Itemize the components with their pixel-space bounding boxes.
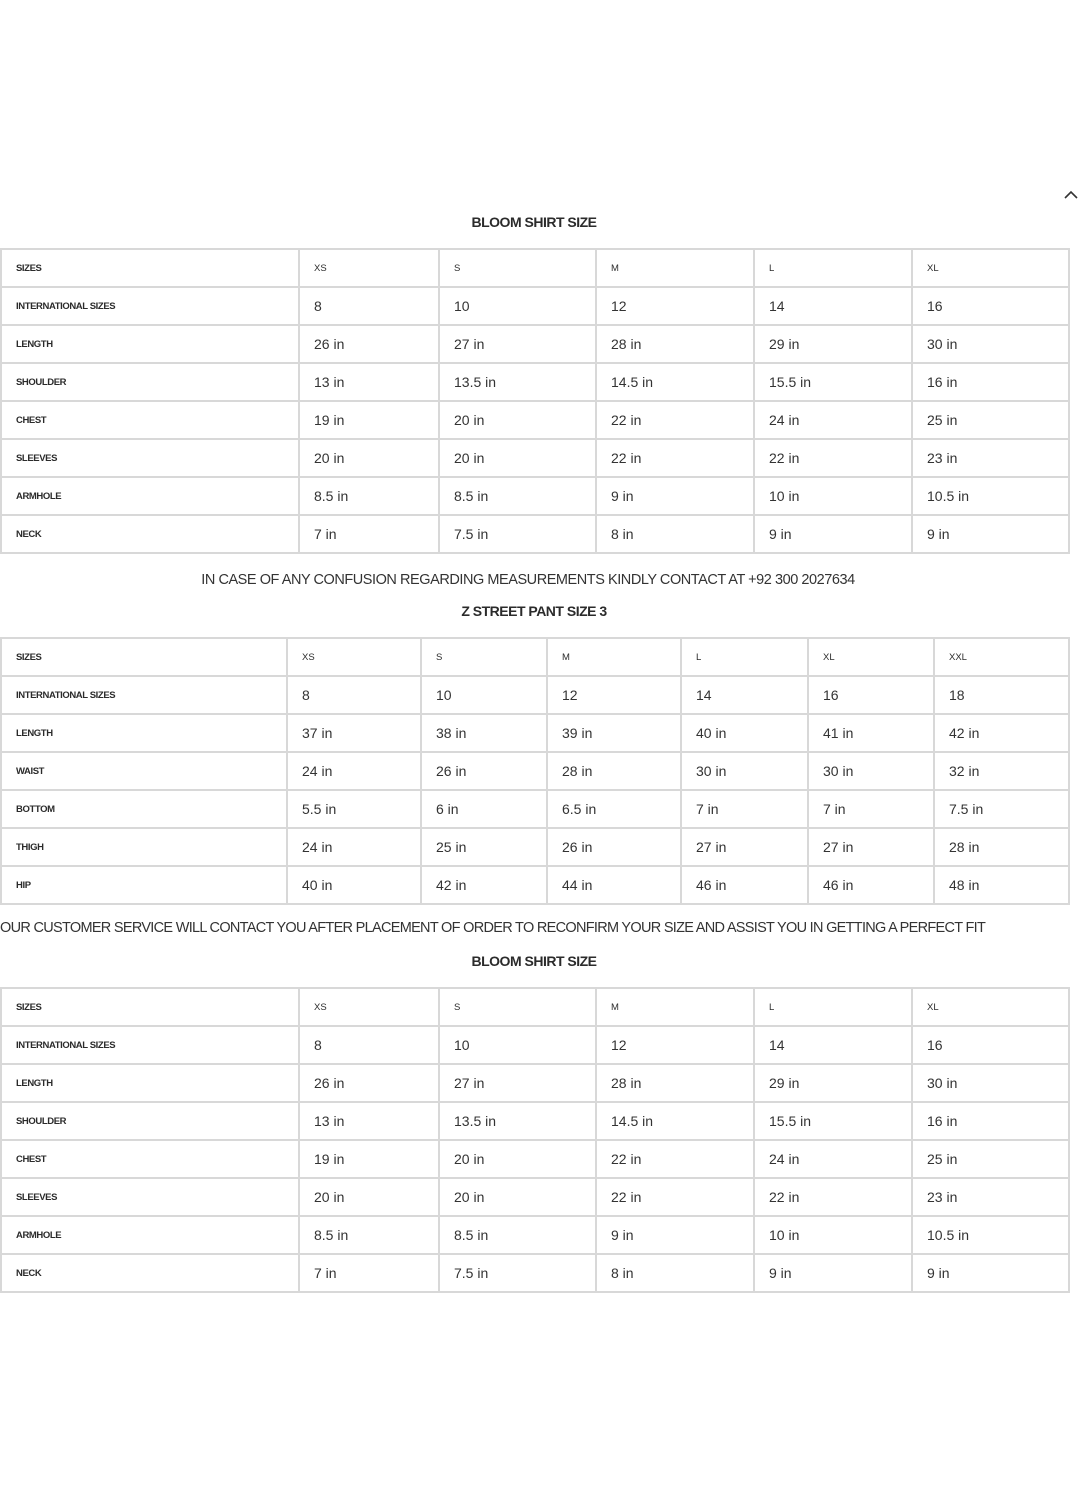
header-cell: XS (299, 988, 439, 1026)
table-cell: 27 in (808, 828, 934, 866)
table-row (1, 714, 1069, 752)
table-cell: 13.5 in (439, 1102, 596, 1140)
table-cell: 10 (439, 1026, 596, 1064)
measurement-contact-note: IN CASE OF ANY CONFUSION REGARDING MEASUREMENTS KINDLY CONTACT AT +92 300 2027634 (201, 572, 855, 588)
table-cell: 24 in (754, 401, 912, 439)
header-cell: XL (912, 988, 1069, 1026)
row-label: SHOULDER (1, 1102, 299, 1140)
table-cell: 30 in (912, 325, 1069, 363)
header-cell: SIZES (1, 638, 287, 676)
table-cell: 12 (596, 287, 754, 325)
table-cell: 19 in (299, 1140, 439, 1178)
table-cell: 26 in (299, 325, 439, 363)
table-cell: 9 in (912, 515, 1069, 553)
header-cell: L (681, 638, 808, 676)
table-cell: 7.5 in (439, 515, 596, 553)
table-cell: 19 in (299, 401, 439, 439)
table-row (1, 866, 1069, 904)
table-cell: 30 in (681, 752, 808, 790)
table-row (1, 325, 1069, 363)
table-title-z-street-pant: Z STREET PANT SIZE 3 (461, 603, 607, 619)
table-cell: 13 in (299, 363, 439, 401)
header-cell: XL (808, 638, 934, 676)
header-cell: XS (287, 638, 421, 676)
row-label: SLEEVES (1, 439, 299, 477)
header-cell: SIZES (1, 249, 299, 287)
table-row (1, 515, 1069, 553)
row-label: ARMHOLE (1, 477, 299, 515)
row-label: SLEEVES (1, 1178, 299, 1216)
table-cell: 20 in (439, 1178, 596, 1216)
table-cell: 23 in (912, 1178, 1069, 1216)
table-cell: 41 in (808, 714, 934, 752)
table-row (1, 1140, 1069, 1178)
table-cell: 7.5 in (439, 1254, 596, 1292)
table-cell: 37 in (287, 714, 421, 752)
table-cell: 40 in (681, 714, 808, 752)
table-cell: 14 (681, 676, 808, 714)
table-cell: 27 in (439, 1064, 596, 1102)
table-cell: 20 in (439, 401, 596, 439)
header-cell: XL (912, 249, 1069, 287)
row-label: LENGTH (1, 714, 287, 752)
table-cell: 16 (912, 1026, 1069, 1064)
table-cell: 25 in (421, 828, 547, 866)
table-row (1, 790, 1069, 828)
header-cell: S (439, 249, 596, 287)
table-cell: 26 in (547, 828, 681, 866)
table-row (1, 287, 1069, 325)
table-cell: 20 in (299, 439, 439, 477)
header-cell: S (439, 988, 596, 1026)
header-cell: M (596, 249, 754, 287)
header-cell: SIZES (1, 988, 299, 1026)
table-row (1, 676, 1069, 714)
table-cell: 8 in (596, 515, 754, 553)
table-cell: 10 in (754, 477, 912, 515)
row-label: LENGTH (1, 1064, 299, 1102)
table-cell: 13.5 in (439, 363, 596, 401)
row-label: WAIST (1, 752, 287, 790)
row-label: CHEST (1, 1140, 299, 1178)
table-cell: 7 in (299, 1254, 439, 1292)
table-cell: 5.5 in (287, 790, 421, 828)
table-cell: 10.5 in (912, 1216, 1069, 1254)
header-cell: M (547, 638, 681, 676)
table-cell: 40 in (287, 866, 421, 904)
table-cell: 30 in (808, 752, 934, 790)
table-cell: 22 in (754, 439, 912, 477)
table-cell: 9 in (754, 515, 912, 553)
table-cell: 46 in (681, 866, 808, 904)
table-cell: 8 (299, 1026, 439, 1064)
table-cell: 14 (754, 1026, 912, 1064)
table-cell: 14.5 in (596, 1102, 754, 1140)
table-row (1, 752, 1069, 790)
bloom-shirt-size-table-repeat (0, 987, 1070, 1293)
table-cell: 8.5 in (299, 477, 439, 515)
table-row (1, 1064, 1069, 1102)
table-cell: 7 in (299, 515, 439, 553)
table-title-bloom-shirt: BLOOM SHIRT SIZE (471, 214, 597, 230)
table-cell: 22 in (596, 439, 754, 477)
table-cell: 26 in (299, 1064, 439, 1102)
table-cell: 28 in (596, 325, 754, 363)
row-label: INTERNATIONAL SIZES (1, 1026, 299, 1064)
table-cell: 26 in (421, 752, 547, 790)
table-cell: 15.5 in (754, 363, 912, 401)
table-cell: 29 in (754, 325, 912, 363)
table-cell: 7 in (681, 790, 808, 828)
table-cell: 24 in (754, 1140, 912, 1178)
table-cell: 42 in (934, 714, 1069, 752)
row-label: BOTTOM (1, 790, 287, 828)
table-cell: 8 (287, 676, 421, 714)
table-cell: 27 in (439, 325, 596, 363)
table-cell: 24 in (287, 828, 421, 866)
table-row (1, 477, 1069, 515)
table-cell: 12 (547, 676, 681, 714)
table-title-bloom-shirt-repeat: BLOOM SHIRT SIZE (471, 953, 597, 969)
table-cell: 8.5 in (299, 1216, 439, 1254)
row-label: NECK (1, 515, 299, 553)
table-cell: 14 (754, 287, 912, 325)
table-cell: 9 in (912, 1254, 1069, 1292)
table-cell: 10 in (754, 1216, 912, 1254)
table-cell: 27 in (681, 828, 808, 866)
table-cell: 39 in (547, 714, 681, 752)
header-cell: S (421, 638, 547, 676)
table-cell: 9 in (754, 1254, 912, 1292)
table-row (1, 1178, 1069, 1216)
header-cell: XS (299, 249, 439, 287)
table-cell: 10.5 in (912, 477, 1069, 515)
row-label: ARMHOLE (1, 1216, 299, 1254)
table-cell: 20 in (439, 439, 596, 477)
table-header-row (1, 638, 1069, 676)
table-row (1, 401, 1069, 439)
table-cell: 20 in (299, 1178, 439, 1216)
table-cell: 20 in (439, 1140, 596, 1178)
chevron-up-icon[interactable] (1062, 188, 1080, 202)
table-row (1, 1026, 1069, 1064)
table-cell: 13 in (299, 1102, 439, 1140)
row-label: NECK (1, 1254, 299, 1292)
z-street-pant-size-table (0, 637, 1070, 905)
row-label: HIP (1, 866, 287, 904)
table-cell: 42 in (421, 866, 547, 904)
table-cell: 8.5 in (439, 477, 596, 515)
table-header-row (1, 249, 1069, 287)
table-cell: 48 in (934, 866, 1069, 904)
bloom-shirt-size-table (0, 248, 1070, 554)
row-label: LENGTH (1, 325, 299, 363)
row-label: INTERNATIONAL SIZES (1, 676, 287, 714)
table-cell: 38 in (421, 714, 547, 752)
table-cell: 8.5 in (439, 1216, 596, 1254)
table-cell: 24 in (287, 752, 421, 790)
header-cell: M (596, 988, 754, 1026)
table-cell: 15.5 in (754, 1102, 912, 1140)
table-cell: 22 in (596, 1140, 754, 1178)
table-cell: 9 in (596, 1216, 754, 1254)
table-cell: 7.5 in (934, 790, 1069, 828)
table-row (1, 1254, 1069, 1292)
table-cell: 25 in (912, 401, 1069, 439)
table-cell: 14.5 in (596, 363, 754, 401)
table-cell: 12 (596, 1026, 754, 1064)
header-cell: L (754, 988, 912, 1026)
row-label: SHOULDER (1, 363, 299, 401)
header-cell: L (754, 249, 912, 287)
table-cell: 16 (808, 676, 934, 714)
table-cell: 28 in (934, 828, 1069, 866)
table-cell: 16 in (912, 363, 1069, 401)
row-label: CHEST (1, 401, 299, 439)
table-cell: 8 (299, 287, 439, 325)
table-row (1, 1216, 1069, 1254)
table-header-row (1, 988, 1069, 1026)
table-row (1, 363, 1069, 401)
table-row (1, 1102, 1069, 1140)
table-row (1, 828, 1069, 866)
table-row (1, 439, 1069, 477)
table-cell: 6.5 in (547, 790, 681, 828)
table-cell: 10 (439, 287, 596, 325)
table-cell: 28 in (596, 1064, 754, 1102)
row-label: INTERNATIONAL SIZES (1, 287, 299, 325)
table-cell: 18 (934, 676, 1069, 714)
row-label: THIGH (1, 828, 287, 866)
table-cell: 7 in (808, 790, 934, 828)
table-cell: 6 in (421, 790, 547, 828)
table-cell: 16 (912, 287, 1069, 325)
table-cell: 30 in (912, 1064, 1069, 1102)
table-cell: 22 in (596, 1178, 754, 1216)
table-cell: 25 in (912, 1140, 1069, 1178)
table-cell: 9 in (596, 477, 754, 515)
customer-service-note: OUR CUSTOMER SERVICE WILL CONTACT YOU AFTER PLACEMENT OF ORDER TO RECONFIRM YOUR SIZE AND ASSIST YOU IN GETTING A PERFECT FIT (0, 920, 986, 936)
table-cell: 22 in (596, 401, 754, 439)
table-cell: 44 in (547, 866, 681, 904)
table-cell: 8 in (596, 1254, 754, 1292)
page-bottom-whitespace (0, 1306, 1080, 1503)
table-cell: 16 in (912, 1102, 1069, 1140)
table-cell: 22 in (754, 1178, 912, 1216)
table-cell: 32 in (934, 752, 1069, 790)
table-cell: 10 (421, 676, 547, 714)
table-cell: 29 in (754, 1064, 912, 1102)
table-cell: 46 in (808, 866, 934, 904)
header-cell: XXL (934, 638, 1069, 676)
table-cell: 28 in (547, 752, 681, 790)
table-cell: 23 in (912, 439, 1069, 477)
